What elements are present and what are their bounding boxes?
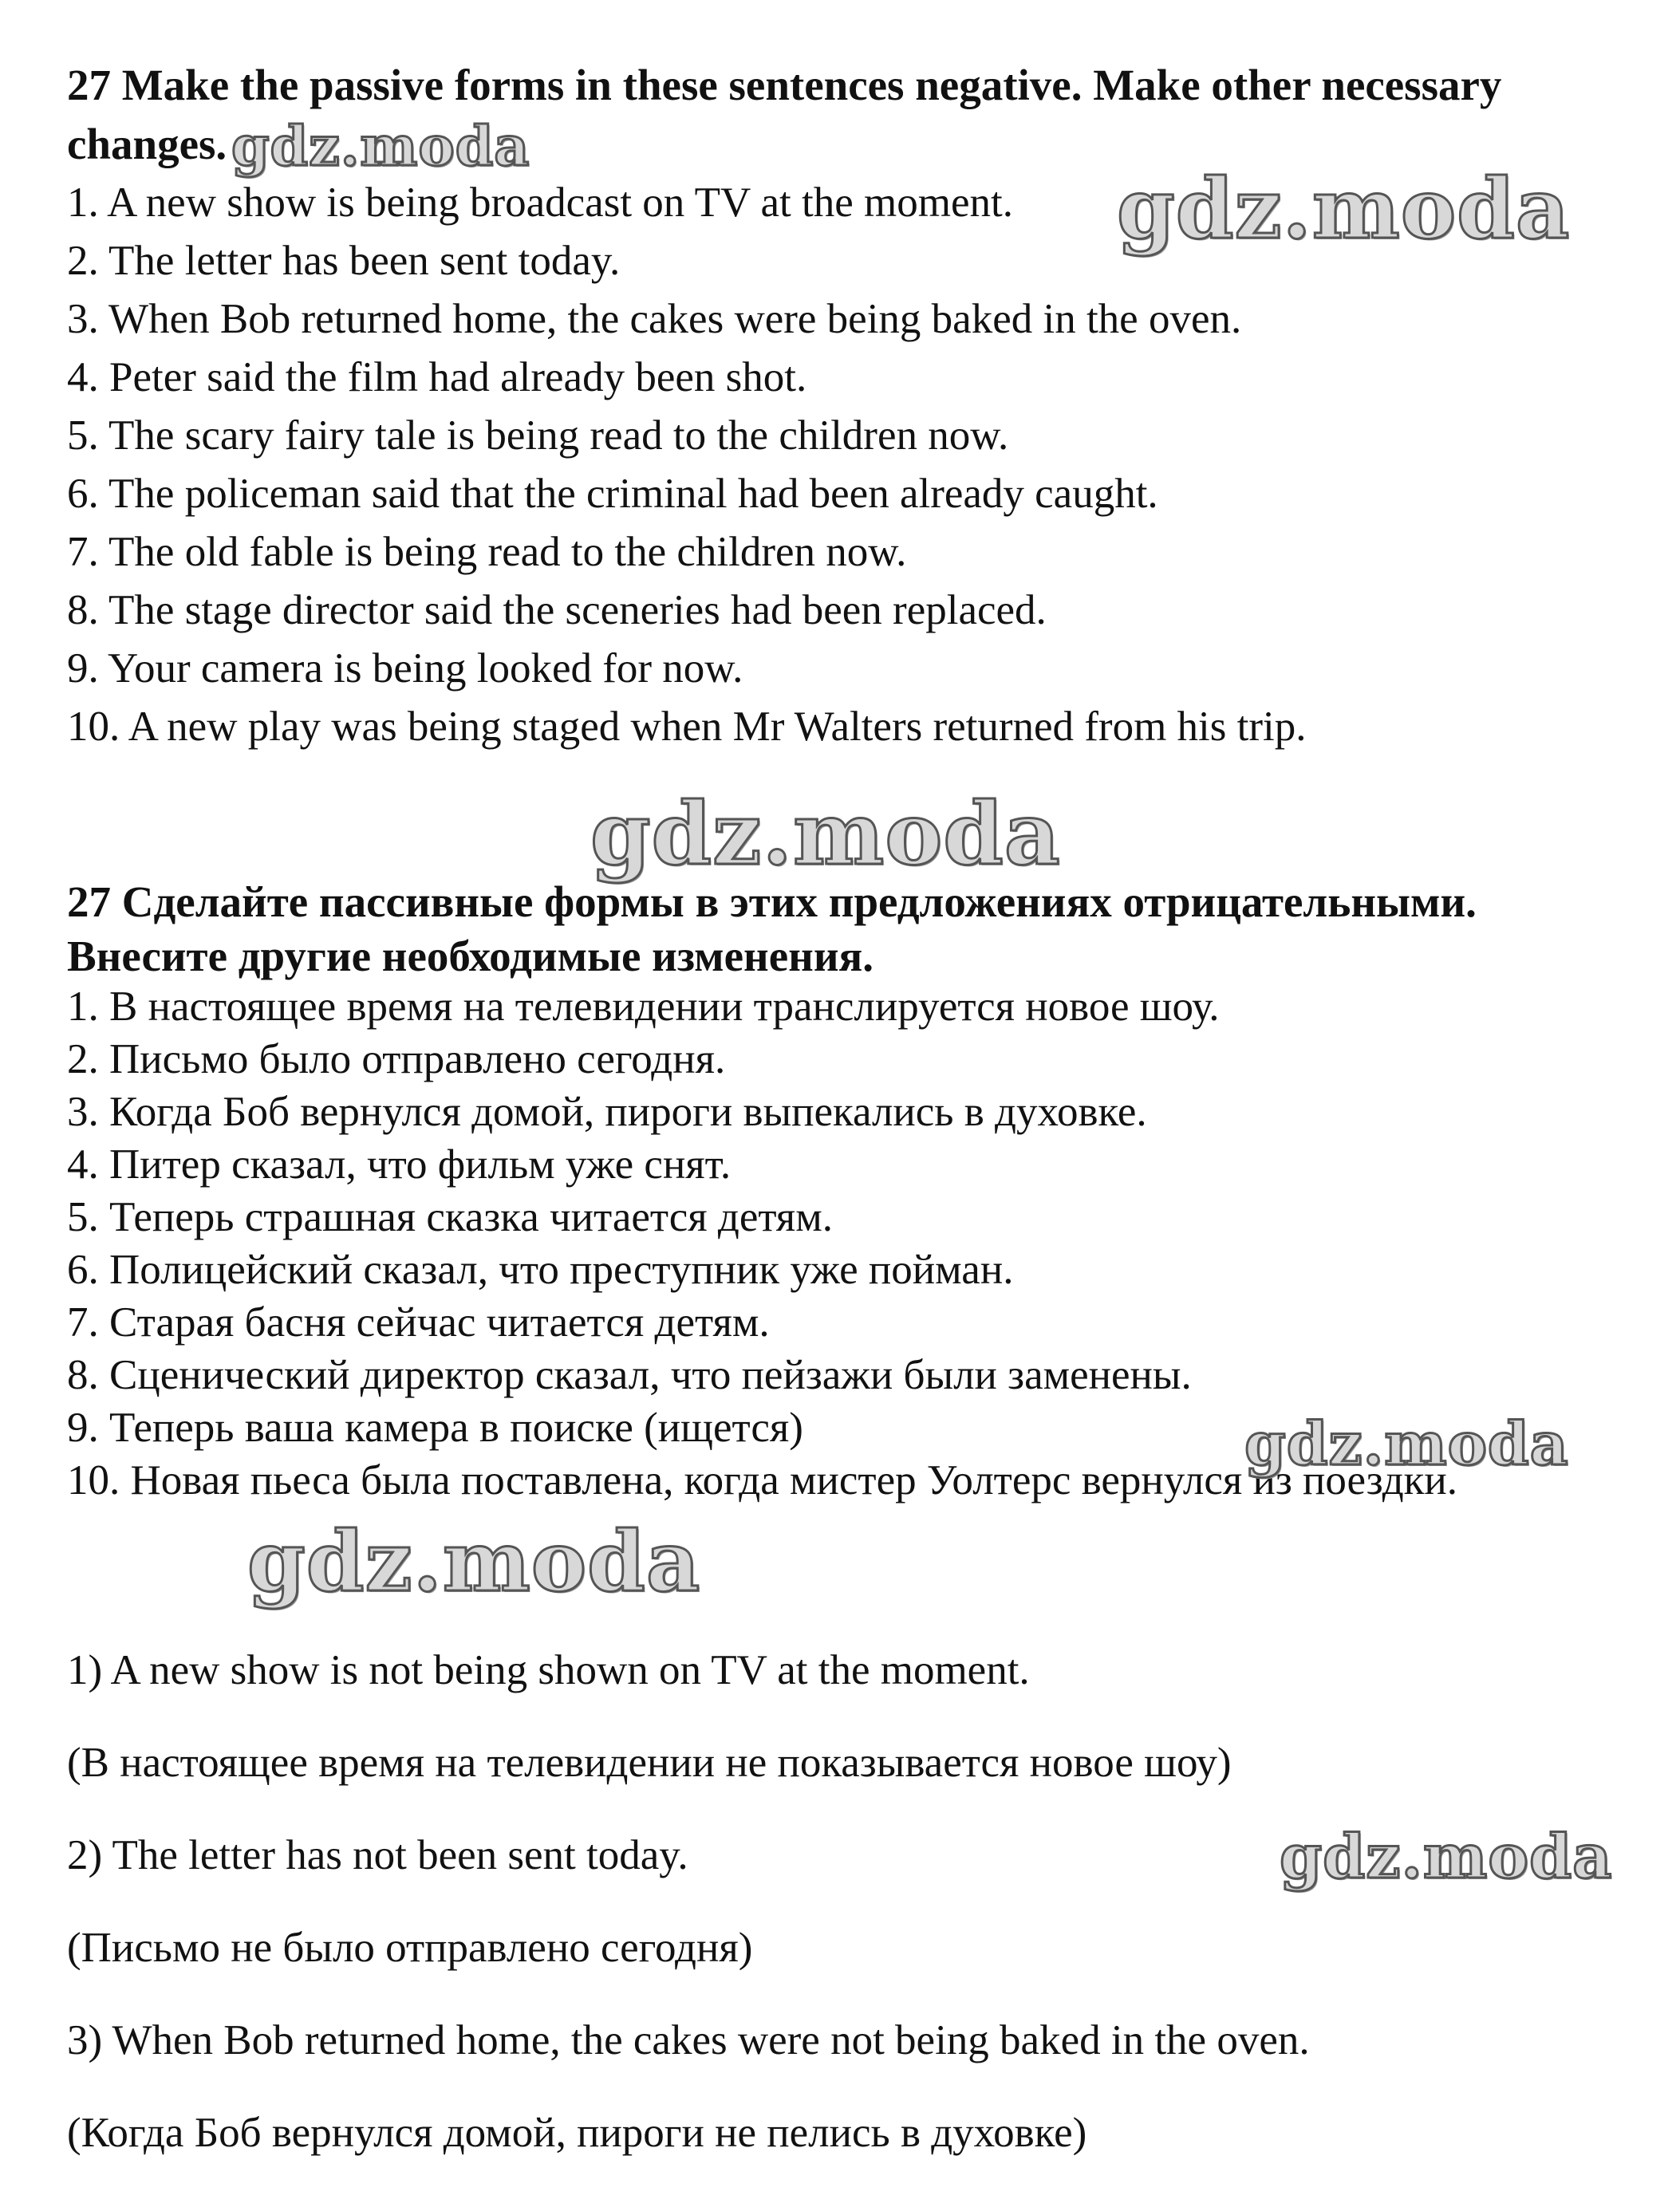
russian-sentence: 4. Питер сказал, что фильм уже снят. — [67, 1141, 732, 1188]
english-heading-line-2: changes. — [67, 120, 227, 168]
watermark-logo: gdz.moda — [247, 1512, 701, 1610]
watermark-logo: gdz.moda — [590, 784, 1061, 885]
russian-heading-line-2: Внесите другие необходимые изменения. — [67, 932, 874, 980]
answer-english: 1) A new show is not being shown on TV at the moment. — [67, 1647, 1030, 1693]
english-sentence: 3. When Bob returned home, the cakes were being baked in the oven. — [67, 296, 1242, 342]
russian-sentence: 8. Сценический директор сказал, что пейзажи были заменены. — [67, 1352, 1192, 1398]
russian-sentence: 9. Теперь ваша камера в поиске (ищется) — [67, 1405, 803, 1451]
watermark-logo: gdz.moda — [1117, 160, 1571, 258]
english-sentence: 4. Peter said the film had already been shot. — [67, 354, 807, 400]
english-sentence: 5. The scary fairy tale is being read to the children now. — [67, 412, 1009, 459]
russian-sentence: 7. Старая басня сейчас читается детям. — [67, 1299, 770, 1346]
english-sentence: 2. The letter has been sent today. — [67, 238, 621, 284]
answer-translation: (Когда Боб вернулся домой, пироги не пелись в духовке) — [67, 2110, 1087, 2156]
russian-heading-line-1: 27 Сделайте пассивные формы в этих предложениях отрицательными. — [67, 877, 1477, 926]
russian-sentence: 2. Письмо было отправлено сегодня. — [67, 1036, 726, 1082]
english-heading-line-1: 27 Make the passive forms in these sentences negative. Make other necessary — [67, 61, 1502, 109]
watermark-logo: gdz.moda — [1244, 1410, 1569, 1479]
english-sentence: 6. The policeman said that the criminal had been already caught. — [67, 471, 1158, 517]
answer-translation: (Письмо не было отправлено сегодня) — [67, 1925, 753, 1971]
watermark-logo: gdz.moda — [1280, 1821, 1613, 1892]
english-sentence: 8. The stage director said the sceneries had been replaced. — [67, 587, 1047, 633]
russian-sentence: 1. В настоящее время на телевидении транслируется новое шоу. — [67, 983, 1220, 1030]
russian-sentence: 3. Когда Боб вернулся домой, пироги выпекались в духовке. — [67, 1089, 1147, 1135]
russian-sentence: 5. Теперь страшная сказка читается детям. — [67, 1194, 833, 1240]
answer-english: 3) When Bob returned home, the cakes were not being baked in the oven. — [67, 2017, 1310, 2063]
russian-sentence: 10. Новая пьеса была поставлена, когда мистер Уолтерс вернулся из поездки. — [67, 1457, 1458, 1504]
answer-english: 2) The letter has not been sent today. — [67, 1832, 688, 1878]
russian-sentence: 6. Полицейский сказал, что преступник уже пойман. — [67, 1247, 1014, 1293]
answer-translation: (В настоящее время на телевидении не показывается новое шоу) — [67, 1740, 1232, 1786]
english-sentence: 10. A new play was being staged when Mr Walters returned from his trip. — [67, 703, 1307, 750]
english-sentence: 1. A new show is being broadcast on TV at the moment. — [67, 179, 1013, 226]
watermark-logo: gdz.moda — [231, 115, 530, 179]
english-sentence: 7. The old fable is being read to the children now. — [67, 529, 907, 575]
english-sentence: 9. Your camera is being looked for now. — [67, 645, 743, 692]
